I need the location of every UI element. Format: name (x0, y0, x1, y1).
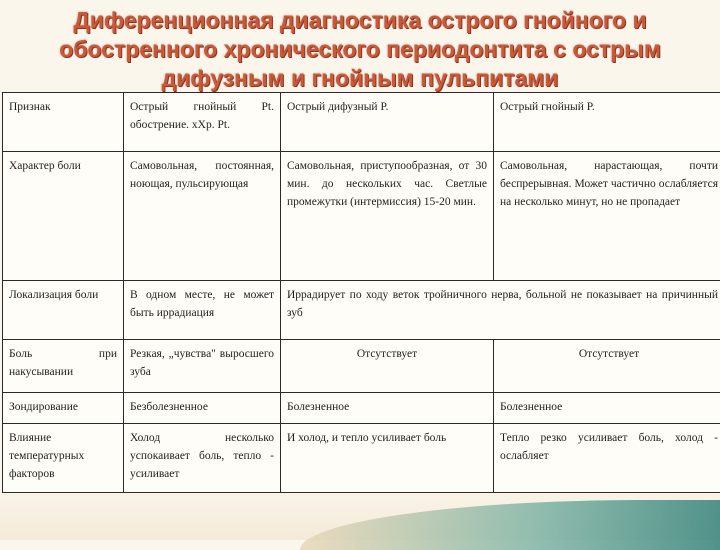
table-cell: Тепло резко усиливает боль, холод - ослабляет (494, 424, 720, 493)
table-cell: Отсутствует (494, 340, 720, 393)
table-row (3, 340, 720, 393)
header-cell: Острый гнойный P. (494, 93, 720, 152)
row-label: Локализация боли (3, 281, 124, 340)
header-cell: Признак (3, 93, 124, 152)
title-line-1: Диференционная диагностика острого гнойного и (0, 6, 720, 35)
table-cell: В одном месте, не может быть иррадиация (124, 281, 281, 340)
table-row (3, 281, 720, 340)
row-label: Характер боли (3, 152, 124, 281)
table-row (3, 152, 720, 281)
header-cell: Острый дифузный P. (281, 93, 494, 152)
table-header-row (3, 93, 720, 152)
table-cell: И холод, и тепло усиливает боль (281, 424, 494, 493)
table-cell: Самовольная, постоянная, ноющая, пульсирующая (124, 152, 281, 281)
slide-title (0, 6, 720, 93)
table-row (3, 424, 720, 493)
table-cell: Отсутствует (281, 340, 494, 393)
table-row (3, 393, 720, 424)
table-cell: Самовольная, приступообразная, от 30 мин. до нескольких час. Светлые промежутки (интермиссия) 15-20 мин. (281, 152, 494, 281)
row-label: Влияние температурных факторов (3, 424, 124, 493)
table-cell: Болезненное (281, 393, 494, 424)
table-cell: Резкая, „чувства" выросшего зуба (124, 340, 281, 393)
table-cell-merged: Иррадирует по ходу веток тройничного нерва, больной не показывает на причинный зуб (281, 281, 720, 340)
row-label: Зондирование (3, 393, 124, 424)
table-cell: Самовольная, нарастающая, почти беспрерывная. Может частично ослабляется на несколько минут, но не пропадает (494, 152, 720, 281)
table-cell: Холод несколько успокаивает боль, тепло - усиливает (124, 424, 281, 493)
table-cell: Болезненное (494, 393, 720, 424)
header-cell: Острый гнойный Pt. обострение. хХр. Pt. (124, 93, 281, 152)
title-line-2: обостренного хронического периодонтита с острым (0, 35, 720, 64)
differential-diagnosis-table (2, 92, 720, 493)
row-label: Боль при накусывании (3, 340, 124, 393)
title-line-3: дифузным и гнойным пульпитами (0, 64, 720, 93)
table-cell: Безболезненное (124, 393, 281, 424)
